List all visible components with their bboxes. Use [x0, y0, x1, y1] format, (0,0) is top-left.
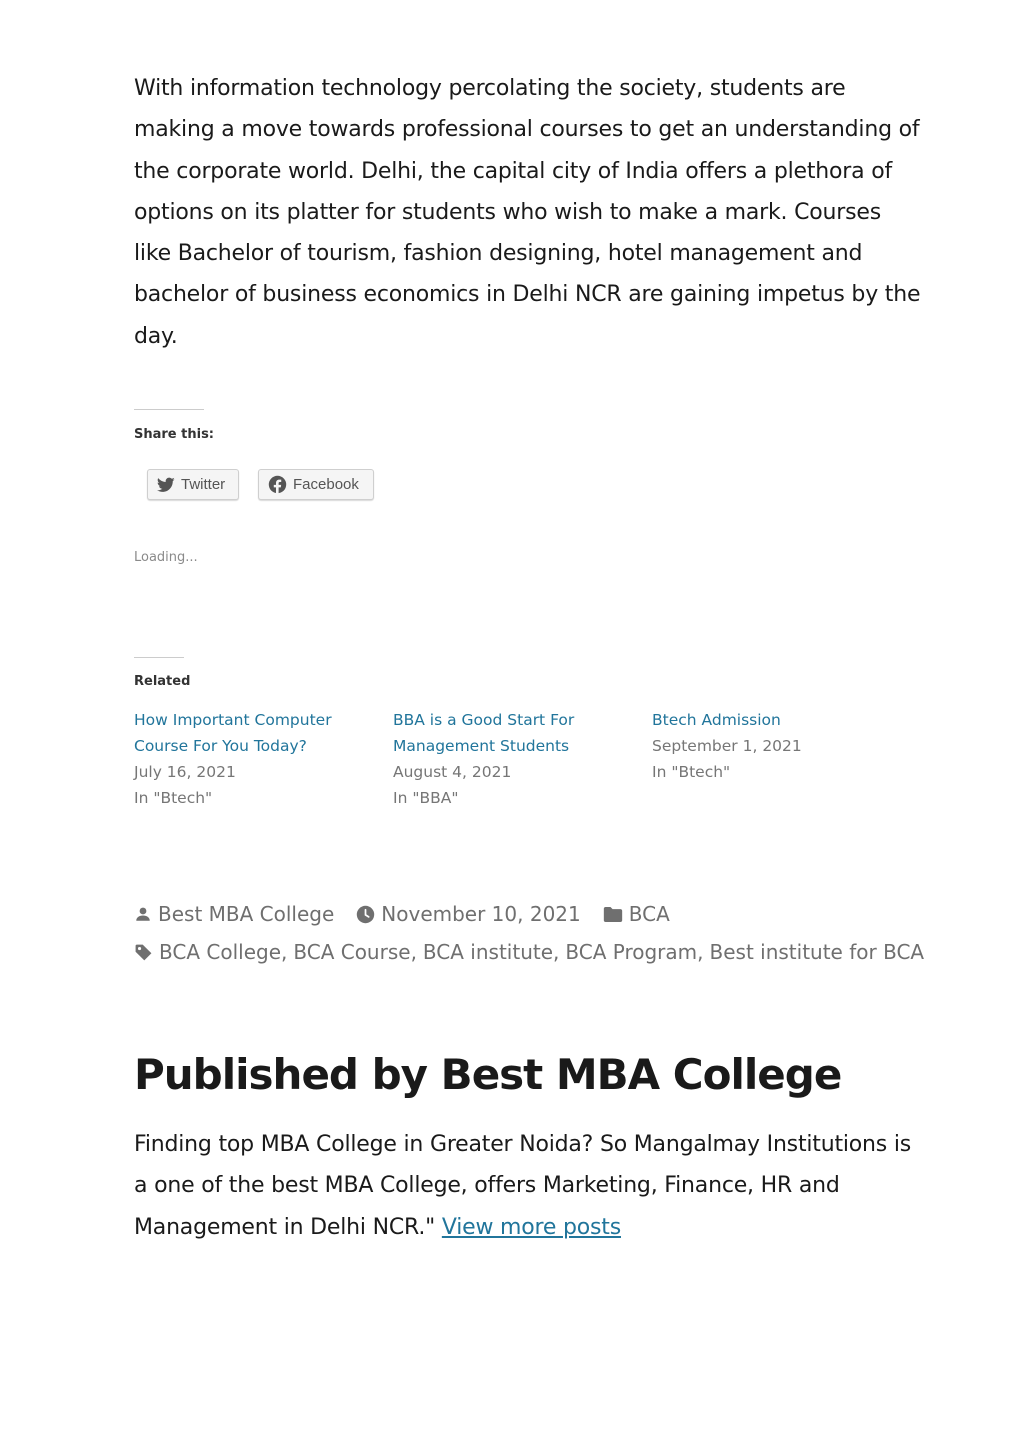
related-post-date: July 16, 2021: [134, 763, 236, 781]
entry-meta-row: [134, 902, 670, 926]
likes-loading-text: Loading...: [134, 550, 198, 565]
related-post-link[interactable]: How Important Computer Course For You Today?: [134, 711, 332, 755]
entry-tags-row: BCA College , BCA Course , BCA institute , BCA Program , Best institute for BCA: [134, 940, 924, 964]
facebook-icon: [268, 475, 293, 494]
person-icon: [134, 905, 152, 923]
related-post-date: August 4, 2021: [393, 763, 512, 781]
related-post-link[interactable]: BBA is a Good Start For Management Students: [393, 711, 575, 755]
author-link[interactable]: Best MBA College: [158, 902, 335, 926]
related-post: [652, 707, 892, 785]
tag-link[interactable]: BCA College: [159, 940, 281, 964]
view-more-posts-link[interactable]: View more posts: [441, 1214, 621, 1240]
share-divider: [134, 409, 204, 410]
related-divider: [134, 657, 184, 658]
author-box-title: Published by Best MBA College: [134, 1050, 842, 1099]
post-date-link[interactable]: November 10, 2021: [381, 902, 581, 926]
related-post-link[interactable]: Btech Admission: [652, 711, 781, 729]
twitter-icon: [157, 477, 181, 493]
related-post-date: September 1, 2021: [652, 737, 802, 755]
author-bio: [134, 1124, 924, 1248]
related-post-category: In "BBA": [393, 789, 459, 807]
tag-link[interactable]: Best institute for BCA: [709, 940, 925, 964]
related-post: [134, 707, 374, 811]
related-post: [393, 707, 633, 811]
folder-icon: [603, 906, 623, 923]
tag-link[interactable]: BCA Course: [293, 940, 411, 964]
twitter-share-label: Twitter: [181, 476, 226, 493]
article-body-paragraph: With information technology percolating the society, students are making a move towards professional courses to get an understanding of the corporate world. Delhi, the capital city of India offers a plethora of options on its platter for students who wish to make a mark. Courses like Bachelor of tourism, fashion designing, hotel management and bachelor of business economics in Delhi NCR are gaining impetus by the day.: [134, 76, 921, 349]
facebook-share-button[interactable]: [258, 469, 374, 500]
related-heading: Related: [134, 674, 191, 689]
author-bio-text: Finding top MBA College in Greater Noida? So Mangalmay Institutions is a one of the best MBA College, offers Marketing, Finance, HR and Management in Delhi NCR.": [134, 1132, 912, 1240]
related-post-category: In "Btech": [652, 763, 731, 781]
share-heading: Share this:: [134, 427, 215, 442]
twitter-share-button[interactable]: [147, 469, 239, 500]
tag-link[interactable]: BCA institute: [422, 940, 554, 964]
facebook-share-label: Facebook: [293, 476, 359, 493]
category-link[interactable]: BCA: [628, 902, 670, 926]
tag-icon: [134, 943, 153, 962]
clock-icon: [356, 905, 375, 924]
related-post-category: In "Btech": [134, 789, 213, 807]
tag-link[interactable]: BCA Program: [565, 940, 698, 964]
